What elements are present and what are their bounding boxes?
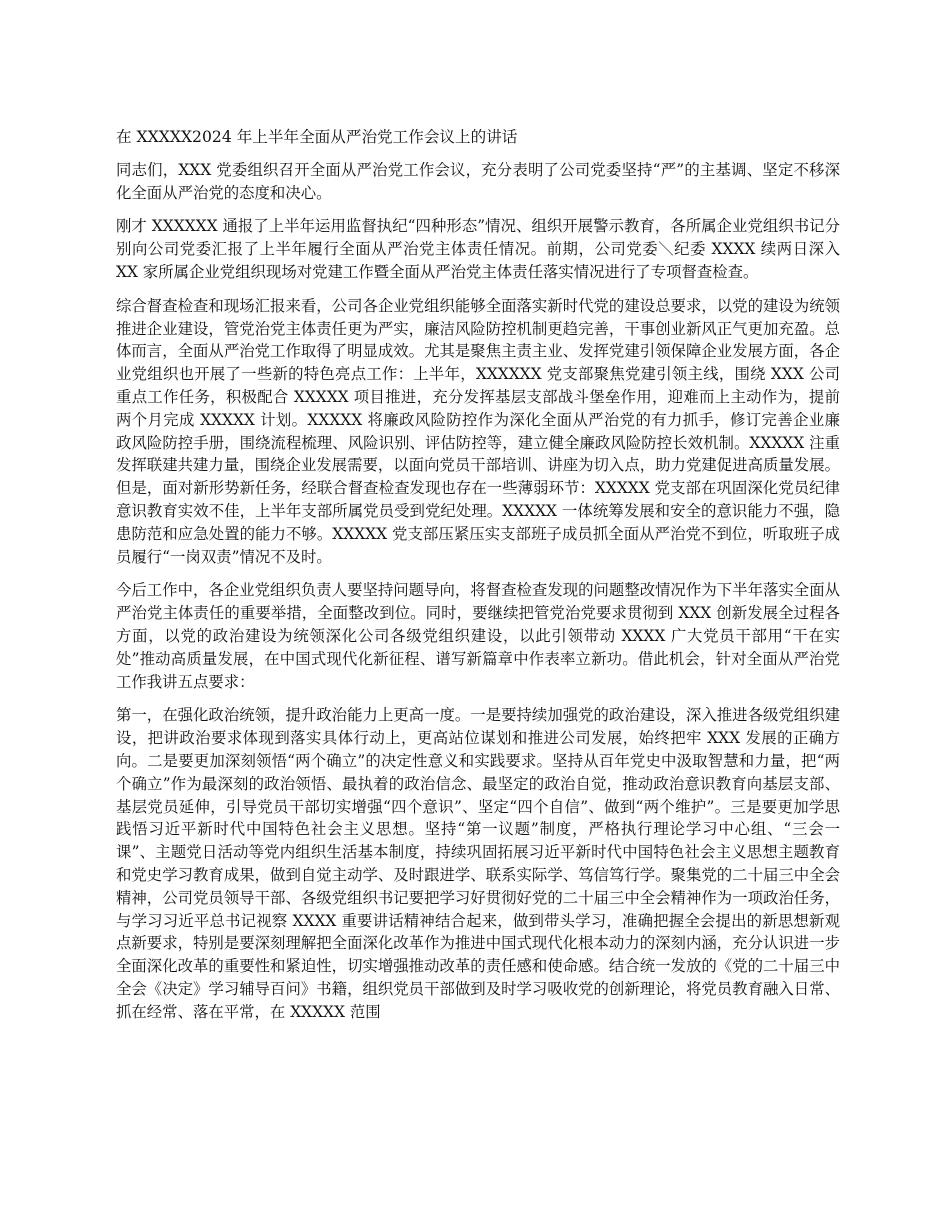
- paragraph-requirement-one: 第一，在强化政治统领，提升政治能力上更高一度。一是要持续加强党的政治建设，深入推进各级党组织建设，把讲政治要求体现到落实具体行动上，更高站位谋划和推进公司发展，始终把牢 XXX 发展的正确方向。二是要更加深刻领悟“两个确立”的决定性意义和实践要求。坚持从百年党史中汲取智慧和力量，把“两个确立”作为最深刻的政治领悟、最执着的政治信念、最坚定的政治自觉，推动政治意识教育向基层支部、基层党员延伸，引导党员干部切实增强“四个意识”、坚定“四个自信”、做到“两个维护”。三是要更加学思践悟习近平新时代中国特色社会主义思想。坚持“第一议题”制度，严格执行理论学习中心组、“三会一课”、主题党日活动等党内组织生活基本制度，持续巩固拓展习近平新时代中国特色社会主义思想主题教育和党史学习教育成果，做到自觉主动学、及时跟进学、联系实际学、笃信笃行学。聚集党的二十届三中全会精神，公司党员领导干部、各级党组织书记要把学习好贯彻好党的二十届三中全会精神作为一项政治任务，与学习习近平总书记视察 XXXX 重要讲话精神结合起来，做到带头学习，准确把握全会提出的新思想新观点新要求，特别是要深刻理解把全面深化改革作为推进中国式现代化根本动力的深刻内涵，充分认识进一步全面深化改革的重要性和紧迫性，切实增强推动改革的责任感和使命感。结合统一发放的《党的二十届三中全会《决定》学习辅导百问》书籍，组织党员干部做到及时学习吸收党的创新理论，将党员教育融入日常、抓在经常、落在平常，在 XXXXX 范围: [116, 706, 840, 1021]
- document-body: [116, 126, 840, 1034]
- document-title: 在 XXXXX2024 年上半年全面从严治党工作会议上的讲话: [116, 128, 518, 146]
- paragraph-report-summary: 刚才 XXXXXX 通报了上半年运用监督执纪“四种形态”情况、组织开展警示教育，各所属企业党组织书记分别向公司党委汇报了上半年履行全面从严治党主体责任情况。前期，公司党委＼纪委 XXXX 续两日深入 XX 家所属企业党组织现场对党建工作暨全面从严治党主体责任落实情况进行了专项督查检查。: [116, 217, 840, 281]
- paragraph-opening: 同志们，XXX 党委组织召开全面从严治党工作会议，充分表明了公司党委坚持“严”的主基调、坚定不移深化全面从严治党的态度和决心。: [116, 160, 840, 202]
- paragraph-inspection-findings: 综合督查检查和现场汇报来看，公司各企业党组织能够全面落实新时代党的建设总要求，以党的建设为统领推进企业建设，管党治党主体责任更为严实，廉洁风险防控机制更趋完善，干事创业新风正气更加充盈。总体而言，全面从严治党工作取得了明显成效。尤其是聚焦主责主业、发挥党建引领保障企业发展方面，各企业党组织也开展了一些新的特色亮点工作：上半年，XXXXXX 党支部聚焦党建引领主线，围绕 XXX 公司重点工作任务，积极配合 XXXXX 项目推进，充分发挥基层支部战斗堡垒作用，迎难而上主动作为，提前两个月完成 XXXXX 计划。XXXXX 将廉政风险防控作为深化全面从严治党的有力抓手，修订完善企业廉政风险防控手册，围绕流程梳理、风险识别、评估防控等，建立健全廉政风险防控长效机制。XXXXX 注重发挥联建共建力量，围绕企业发展需要，以面向党员干部培训、讲座为切入点，助力党建促进高质量发展。但是，面对新形势新任务，经联合督查检查发现也存在一些薄弱环节：XXXXX 党支部在巩固深化党员纪律意识教育实效不佳，上半年支部所属党员受到党纪处理。XXXXX 一体统筹发展和安全的意识能力不强，隐患防范和应急处置的能力不够。XXXXX 党支部压紧压实支部班子成员抓全面从严治党不到位，听取班子成员履行“一岗双责”情况不及时。: [116, 296, 840, 566]
- paragraph-future-work: 今后工作中，各企业党组织负责人要坚持问题导向，将督查检查发现的问题整改情况作为下半年落实全面从严治党主体责任的重要举措，全面整改到位。同时，要继续把管党治党要求贯彻到 XXX 创新发展全过程各方面，以党的政治建设为统领深化公司各级党组织建设，以此引领带动 XXXX 广大党员干部用“干在实处”推动高质量发展，在中国式现代化新征程、谱写新篇章中作表率立新功。借此机会，针对全面从严治党工作我讲五点要求：: [116, 581, 840, 691]
